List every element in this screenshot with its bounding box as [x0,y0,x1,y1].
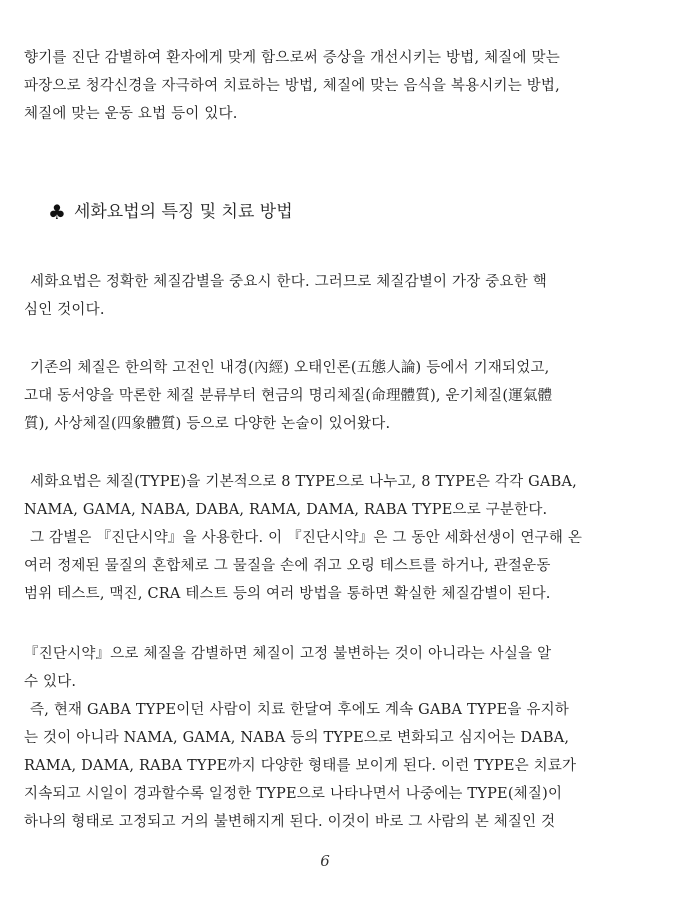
club-icon: ♣ [48,200,66,224]
text-line: 파장으로 청각신경을 자극하여 치료하는 방법, 체질에 맞는 음식을 복용시키는 방법, [24,78,560,94]
page-number: 6 [320,852,330,870]
paragraph-existing-constitutions [24,354,676,438]
paragraph-eight-types [24,468,676,608]
text-line: 세화요법은 체질(TYPE)을 기본적으로 8 TYPE으로 나누고, 8 TYPE은 각각 GABA, [30,474,577,490]
text-line: 質), 사상체질(四象體質) 등으로 다양한 논술이 있어왔다. [24,416,391,432]
text-line: 하나의 형태로 고정되고 거의 불변해지게 된다. 이것이 바로 그 사람의 본 체질인 것 [24,814,556,830]
text-line: 『진단시약』으로 체질을 감별하면 체질이 고정 불변하는 것이 아니라는 사실을 알 [24,646,552,662]
text-line: 향기를 진단 감별하여 환자에게 맞게 함으로써 증상을 개선시키는 방법, 체질에 맞는 [24,50,560,66]
text-line: 세화요법은 정확한 체질감별을 중요시 한다. 그러므로 체질감별이 가장 중요한 핵 [30,274,547,290]
text-line: 고대 동서양을 막론한 체질 분류부터 현금의 명리체질(命理體質), 운기체질(運氣體 [24,388,553,404]
text-line: NAMA, GAMA, NABA, DABA, RAMA, DAMA, RABA TYPE으로 구분한다. [24,502,548,518]
text-line: 수 있다. [24,674,77,690]
paragraph-type-change [24,640,676,836]
paragraph-diagnosis-importance [24,268,676,324]
text-line: 체질에 맞는 운동 요법 등이 있다. [24,106,238,122]
text-line: 즉, 현재 GABA TYPE이던 사람이 치료 한달여 후에도 계속 GABA TYPE을 유지하 [30,702,569,718]
section-heading [48,196,293,228]
text-line: 그 감별은 『진단시약』을 사용한다. 이 『진단시약』은 그 동안 세화선생이 연구해 온 [30,530,583,546]
section-heading-text: 세화요법의 특징 및 치료 방법 [73,202,293,222]
text-line: 범위 테스트, 맥진, CRA 테스트 등의 여러 방법을 통하면 확실한 체질감별이 된다. [24,586,551,602]
text-line: RAMA, DAMA, RABA TYPE까지 다양한 형태를 보이게 된다. 이런 TYPE은 치료가 [24,758,577,774]
text-line: 여러 정제된 물질의 혼합체로 그 물질을 손에 쥐고 오링 테스트를 하거나, 관절운동 [24,558,551,574]
text-line: 기존의 체질은 한의학 고전인 내경(內經) 오태인론(五態人論) 등에서 기재되었고, [30,360,550,376]
text-line: 지속되고 시일이 경과할수록 일정한 TYPE으로 나타나면서 나중에는 TYPE(체질)이 [24,786,563,802]
paragraph-intro-methods [24,44,676,128]
text-line: 심인 것이다. [24,302,105,318]
text-line: 는 것이 아니라 NAMA, GAMA, NABA 등의 TYPE으로 변화되고 심지어는 DABA, [24,730,570,746]
